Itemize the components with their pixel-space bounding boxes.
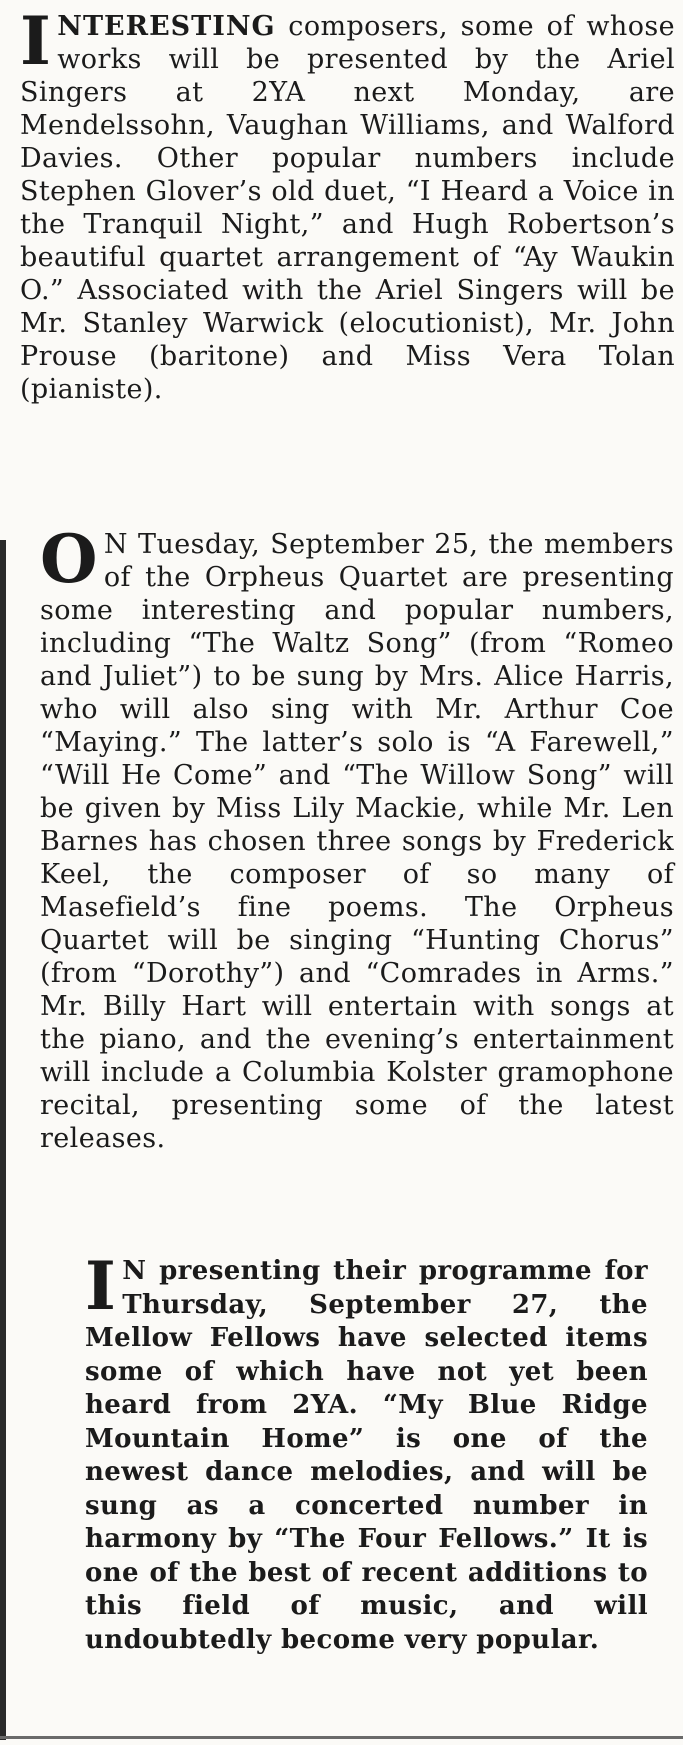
lead-word: N [122, 1256, 147, 1286]
article-body: composers, some of whose works will be presented by the Ariel Singers at 2YA next Monday, are Mendelssohn, Vaughan Williams, and Walford Davies. Other popular numbers include Stephen Glover’s old duet, “I Heard a Voice in the Tranquil Night,” and Hugh Robertson’s beautiful quartet arrangement of “Ay Waukin O.” Associated with the Ariel Singers will be Mr. Stanley Warwick (elocutionist), Mr. John Prouse (baritone) and Miss Vera Tolan (pianiste). [20, 11, 675, 405]
lead-word: NTERESTING [57, 11, 276, 42]
article-mellow-fellows [85, 1247, 648, 1657]
column-rule-left [0, 540, 6, 1740]
article-body: Tuesday, September 25, the members of the Orpheus Quartet are presenting some interesting and popular numbers, including “The Waltz Song” (from “Romeo and Juliet”) to be sung by Mrs. Alice Harris, who will also sing with Mr. Arthur Coe “Maying.” The latter’s solo is “A Farewell,” “Will He Come” and “The Willow Song” will be given by Miss Lily Mackie, while Mr. Len Barnes has chosen three songs by Frederick Keel, the composer of so many of Masefield’s fine poems. The Orpheus Quartet will be singing “Hunting Chorus” (from “Dorothy”) and “Comrades in Arms.” Mr. Billy Hart will entertain with songs at the piano, and the evening’s entertainment will include a Columbia Kolster gramophone recital, presenting some of the latest releases. [40, 529, 674, 1154]
drop-cap: O [40, 520, 98, 598]
article-ariel-singers [20, 2, 675, 406]
drop-cap: I [20, 2, 52, 80]
drop-cap: I [85, 1247, 117, 1325]
bottom-rule [0, 1736, 683, 1739]
article-orpheus-quartet [40, 520, 674, 1155]
lead-word: N [103, 529, 128, 560]
article-body: presenting their programme for Thursday, September 27, the Mellow Fellows have selected items some of which have not yet been heard from 2YA. “My Blue Ridge Mountain Home” is one of the newest dance melodies, and will be sung as a concerted number in harmony by “The Four Fellows.” It is one of the best of recent additions to this field of music, and will undoubtedly become very popular. [85, 1256, 648, 1655]
